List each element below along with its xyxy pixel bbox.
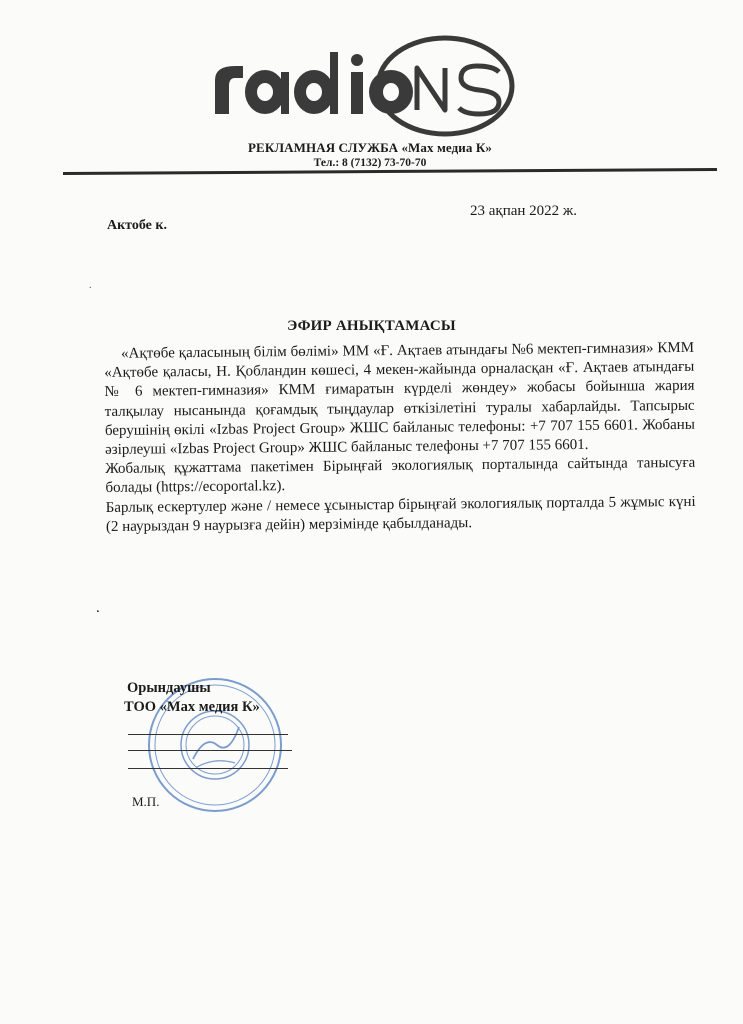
- document-date: 23 ақпан 2022 ж.: [470, 203, 578, 219]
- margin-mark: .: [89, 280, 92, 291]
- paragraph-comments: Барлық ескертулер және / немесе ұсыныстар бірыңғай экологиялық порталда 5 жұмыс күні (2 наурыздан 9 наурызға дейін) мерзімінде қабылданады.: [105, 493, 696, 535]
- signature-line: [128, 768, 288, 769]
- header-divider: [63, 168, 717, 175]
- service-name: РЕКЛАМНАЯ СЛУЖБА «Max медиа К»: [248, 140, 492, 155]
- trailing-dot: .: [96, 600, 100, 616]
- radio-ns-logo: [205, 28, 525, 140]
- document-body: [104, 339, 696, 537]
- signatory-role: Орындаушы: [127, 680, 211, 696]
- signature-line: [128, 750, 292, 751]
- signature-line: [128, 734, 288, 735]
- paragraph-documentation: Жобалық құжаттама пакетімен Бірыңғай экологиялық порталында сайтында танысуға болады (https://ecoportal.kz).: [105, 455, 696, 497]
- paragraph-announcement: «Ақтөбе қаласының білім бөлімі» ММ «Ғ. Ақтаев атындағы №6 мектеп-гимназия» КММ «Ақтөбе қаласы, Н. Қобландин көшесі, 4 мекен-жайында орналасқан «Ғ. Ақтаев атындағы № 6 мектеп-гимназия» КММ ғимаратын күрделі жөндеу» жобасы бойынша жария талқылау нысанында қоғамдық тыңдаулар өткізілетіні туралы хабарлайды. Тапсырыс берушінің өкілі «Izbas Project Group» ЖШС байланыс телефоны: +7 707 155 6601. Жобаны әзірлеуші «Izbas Project Group» ЖШС байланыс телефоны +7 707 155 6601.: [104, 339, 695, 459]
- document-title: ЭФИР АНЫҚТАМАСЫ: [287, 318, 456, 334]
- document-city: Актобе к.: [107, 218, 167, 233]
- signatory-org: ТОО «Max медия К»: [124, 699, 260, 715]
- stamp-place-label: М.П.: [132, 794, 160, 809]
- service-phone: Тел.: 8 (7132) 73-70-70: [313, 157, 427, 169]
